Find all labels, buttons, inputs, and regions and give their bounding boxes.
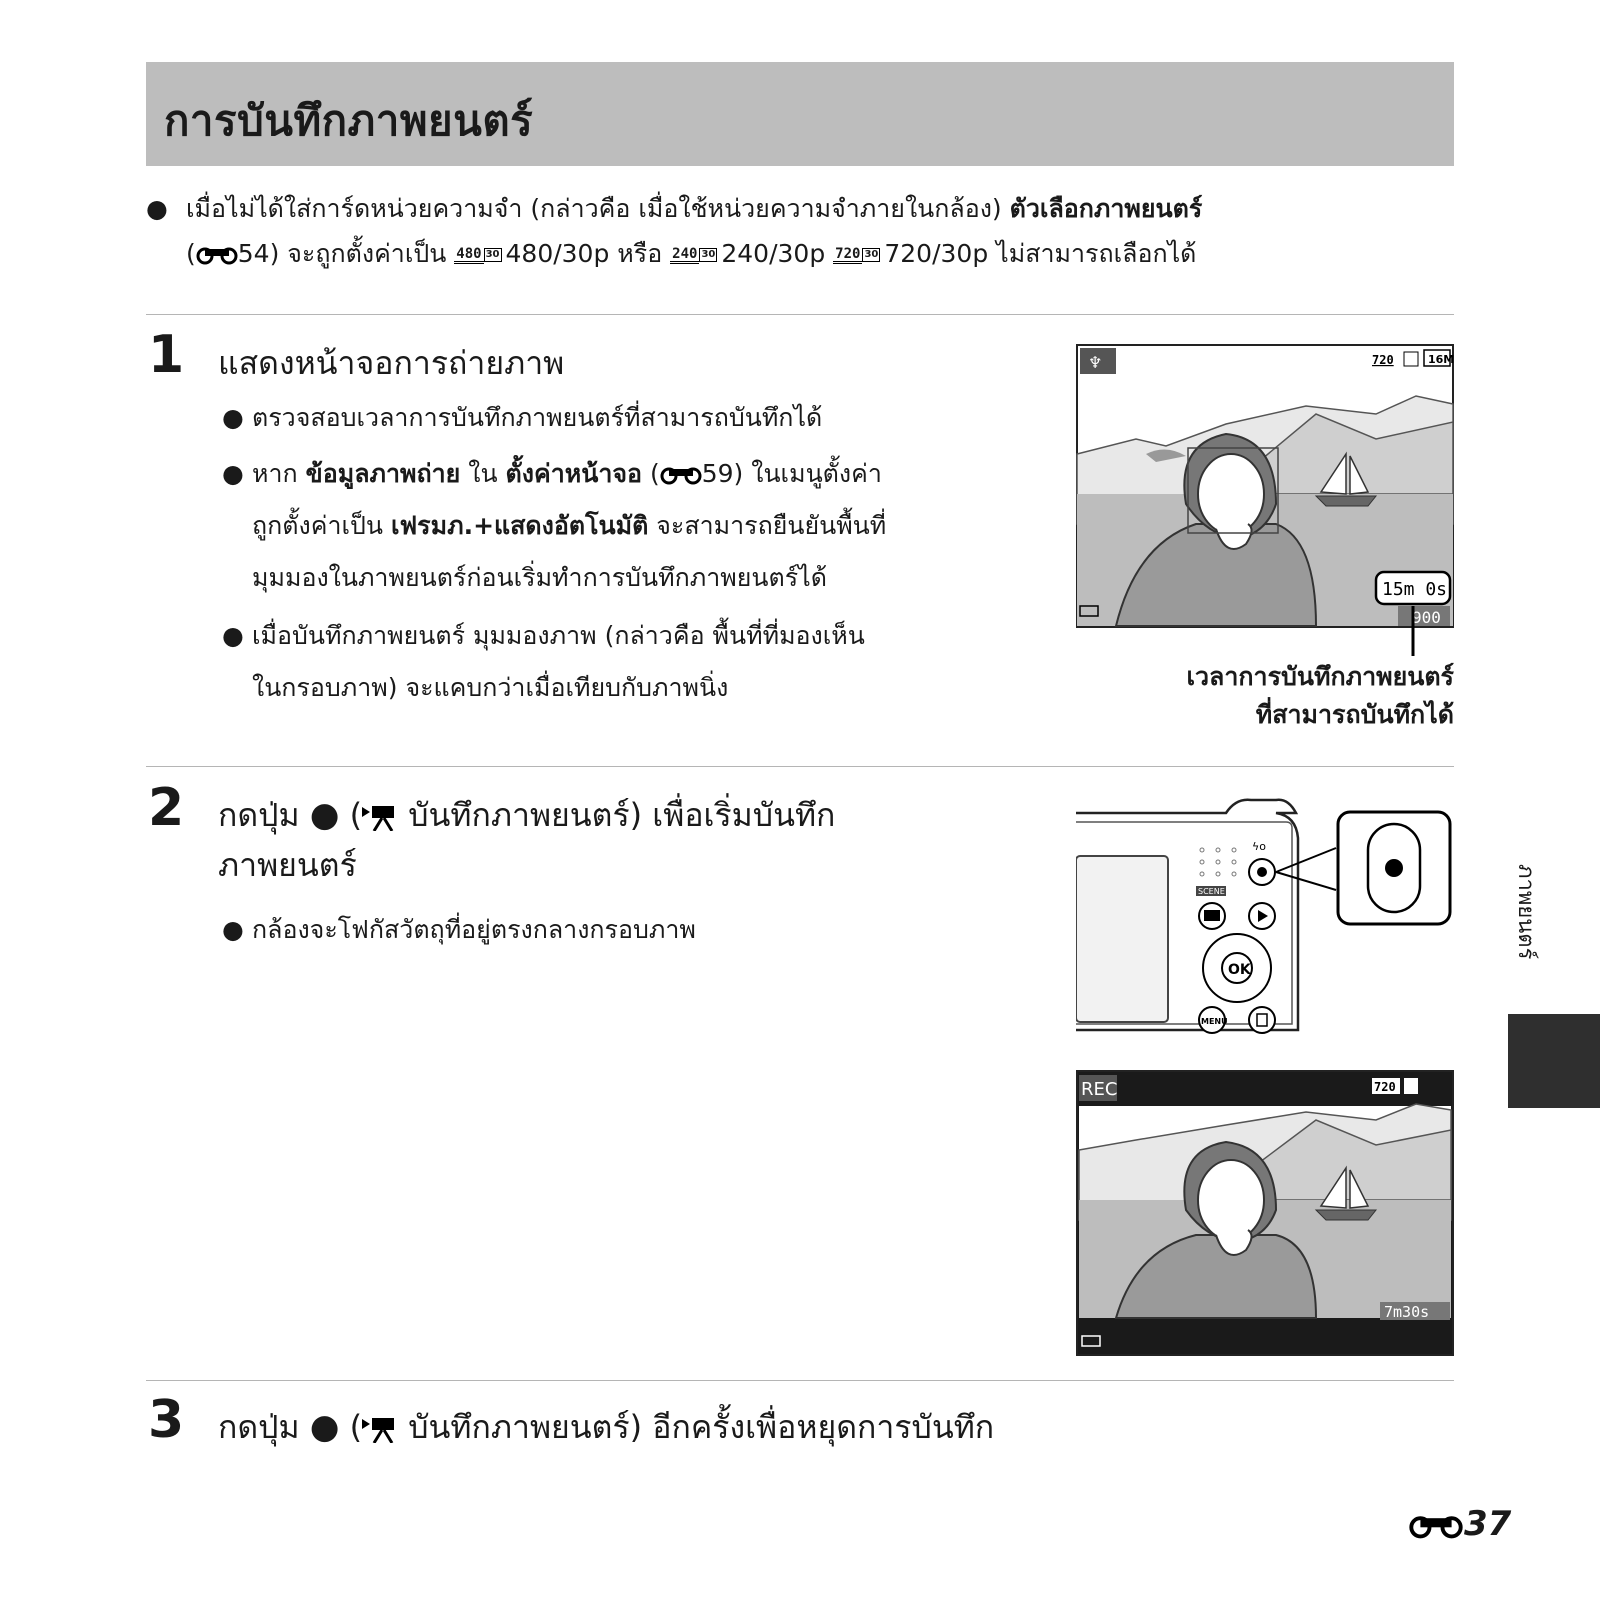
step-2-number: 2 bbox=[148, 778, 185, 838]
note-text: ( bbox=[186, 239, 196, 268]
bold-text: เฟรมภ.+แสดงอัตโนมัติ bbox=[390, 511, 649, 540]
binoculars-reference-icon bbox=[660, 465, 702, 485]
bold-text: ตั้งค่าหน้าจอ bbox=[505, 459, 643, 488]
divider bbox=[146, 766, 1454, 767]
text: กดปุ่ม bbox=[218, 796, 310, 834]
note-text: 480/30p หรือ bbox=[505, 239, 671, 268]
bullet-text bbox=[252, 448, 982, 604]
text: หาก bbox=[252, 459, 306, 488]
text: ถูกตั้งค่าเป็น bbox=[252, 511, 391, 540]
section-header bbox=[146, 62, 1454, 166]
movie-camera-icon bbox=[362, 803, 398, 831]
fps-icon bbox=[1404, 1078, 1418, 1094]
page-number-text: 37 bbox=[1464, 1504, 1512, 1544]
page-title: การบันทึกภาพยนตร์ bbox=[164, 96, 534, 145]
step-1-title: แสดงหน้าจอการถ่ายภาพ bbox=[218, 344, 565, 382]
bullet-icon: ● bbox=[222, 621, 244, 650]
flash-icon: ϟo bbox=[1252, 840, 1266, 853]
bold-text: ข้อมูลภาพถ่าย bbox=[305, 459, 461, 488]
side-tab-marker bbox=[1508, 1014, 1600, 1108]
bullet-icon: ● bbox=[146, 194, 168, 223]
bullet-text: ตรวจสอบเวลาการบันทึกภาพยนตร์ที่สามารถบันทึกได้ bbox=[252, 403, 823, 432]
text: ภาพยนตร์ bbox=[218, 846, 357, 884]
note-text: ) จะถูกตั้งค่าเป็น bbox=[269, 239, 455, 268]
reference-page: 59 bbox=[701, 459, 734, 488]
text: ( bbox=[339, 1408, 363, 1446]
menu-label: MENU bbox=[1201, 1017, 1228, 1026]
image-size-text: 16M bbox=[1428, 353, 1454, 366]
bullet-icon: ● bbox=[222, 459, 244, 488]
bullet-icon: ● bbox=[222, 915, 244, 944]
record-button-icon: ● bbox=[309, 1407, 340, 1447]
caption-line: เวลาการบันทึกภาพยนตร์ bbox=[1186, 662, 1454, 691]
text: กดปุ่ม bbox=[218, 1408, 310, 1446]
binoculars-reference-icon bbox=[1408, 1513, 1464, 1539]
text: บันทึกภาพยนตร์) อีกครั้งเพื่อหยุดการบันทึก bbox=[398, 1408, 995, 1446]
step-3-title bbox=[218, 1402, 1218, 1452]
text: มุมมองในภาพยนตร์ก่อนเริ่มทำการบันทึกภาพยนตร์ได้ bbox=[252, 563, 827, 592]
delete-button[interactable] bbox=[1249, 1007, 1275, 1033]
text: เมื่อบันทึกภาพยนตร์ มุมมองภาพ (กล่าวคือ พื้นที่ที่มองเห็น bbox=[252, 621, 865, 650]
movie-camera-icon bbox=[362, 1415, 398, 1443]
page-number bbox=[1408, 1504, 1511, 1544]
bullet-icon: ● bbox=[222, 403, 244, 432]
step-2-title bbox=[218, 790, 938, 890]
remaining-time: 7m30s bbox=[1384, 1303, 1430, 1321]
caption-line: ที่สามารถบันทึกได้ bbox=[1255, 700, 1454, 729]
resolution-icon: 720 bbox=[1374, 1080, 1396, 1094]
step-1-number: 1 bbox=[148, 325, 185, 385]
scene-button-label: SCENE bbox=[1198, 887, 1225, 896]
note-bold-text: ตัวเลือกภาพยนตร์ bbox=[1009, 194, 1203, 223]
bullet-text bbox=[252, 610, 982, 714]
text: ( bbox=[339, 796, 363, 834]
recording-screen-illustration bbox=[1076, 1070, 1454, 1356]
text: ในกรอบภาพ) จะแคบกว่าเมื่อเทียบกับภาพนิ่ง bbox=[252, 673, 729, 702]
movie-option-240-icon: 240 bbox=[672, 245, 698, 262]
note-text: 720/30p ไม่สามารถเลือกได้ bbox=[884, 239, 1197, 268]
divider bbox=[146, 1380, 1454, 1381]
step-1-bullet bbox=[222, 392, 982, 444]
binoculars-reference-icon bbox=[196, 245, 238, 265]
record-button-icon: ● bbox=[309, 795, 340, 835]
lcd-monitor bbox=[1076, 856, 1168, 1022]
rec-label: REC bbox=[1081, 1079, 1118, 1100]
note-text: เมื่อไม่ได้ใส่การ์ดหน่วยความจำ (กล่าวคือ เมื่อใช้หน่วยความจำภายในกล้อง) bbox=[186, 194, 1010, 223]
remaining-time: 15m 0s bbox=[1382, 579, 1448, 600]
svg-text:♆: ♆ bbox=[1088, 353, 1103, 372]
shooting-screen-illustration bbox=[1076, 344, 1454, 679]
side-tab-text: ภาพยนตร์ bbox=[1513, 864, 1538, 960]
fps-icon: 30 bbox=[485, 249, 500, 260]
text: บันทึกภาพยนตร์) เพื่อเริ่มบันทึก bbox=[398, 796, 836, 834]
text: ( bbox=[642, 459, 660, 488]
ok-label: OK bbox=[1228, 962, 1251, 978]
movie-option-720-icon: 720 bbox=[835, 245, 861, 262]
step-2-bullet bbox=[222, 904, 982, 956]
camera-back-illustration bbox=[1076, 798, 1454, 1048]
fps-icon: 30 bbox=[864, 249, 879, 260]
step-1-bullet bbox=[222, 448, 982, 604]
camera-icon bbox=[1204, 910, 1220, 921]
intro-note bbox=[146, 186, 1456, 276]
bullet-text: กล้องจะโฟกัสวัตถุที่อยู่ตรงกลางกรอบภาพ bbox=[252, 915, 696, 944]
note-text: 240/30p bbox=[721, 239, 834, 268]
text: ใน bbox=[460, 459, 506, 488]
resolution-icon: 720 bbox=[1372, 353, 1394, 367]
movie-option-480-icon: 480 bbox=[456, 245, 482, 262]
side-tab-label bbox=[1508, 864, 1548, 994]
text: จะสามารถยืนยันพื้นที่ bbox=[648, 511, 887, 540]
callout-caption bbox=[1186, 658, 1454, 734]
step-1-bullet bbox=[222, 610, 982, 714]
text: ) ในเมนูตั้งค่า bbox=[733, 459, 882, 488]
fps-icon: 30 bbox=[701, 249, 716, 260]
reference-page: 54 bbox=[237, 239, 270, 268]
remaining-count: 900 bbox=[1412, 608, 1441, 627]
step-3-number: 3 bbox=[148, 1390, 185, 1450]
divider bbox=[146, 314, 1454, 315]
